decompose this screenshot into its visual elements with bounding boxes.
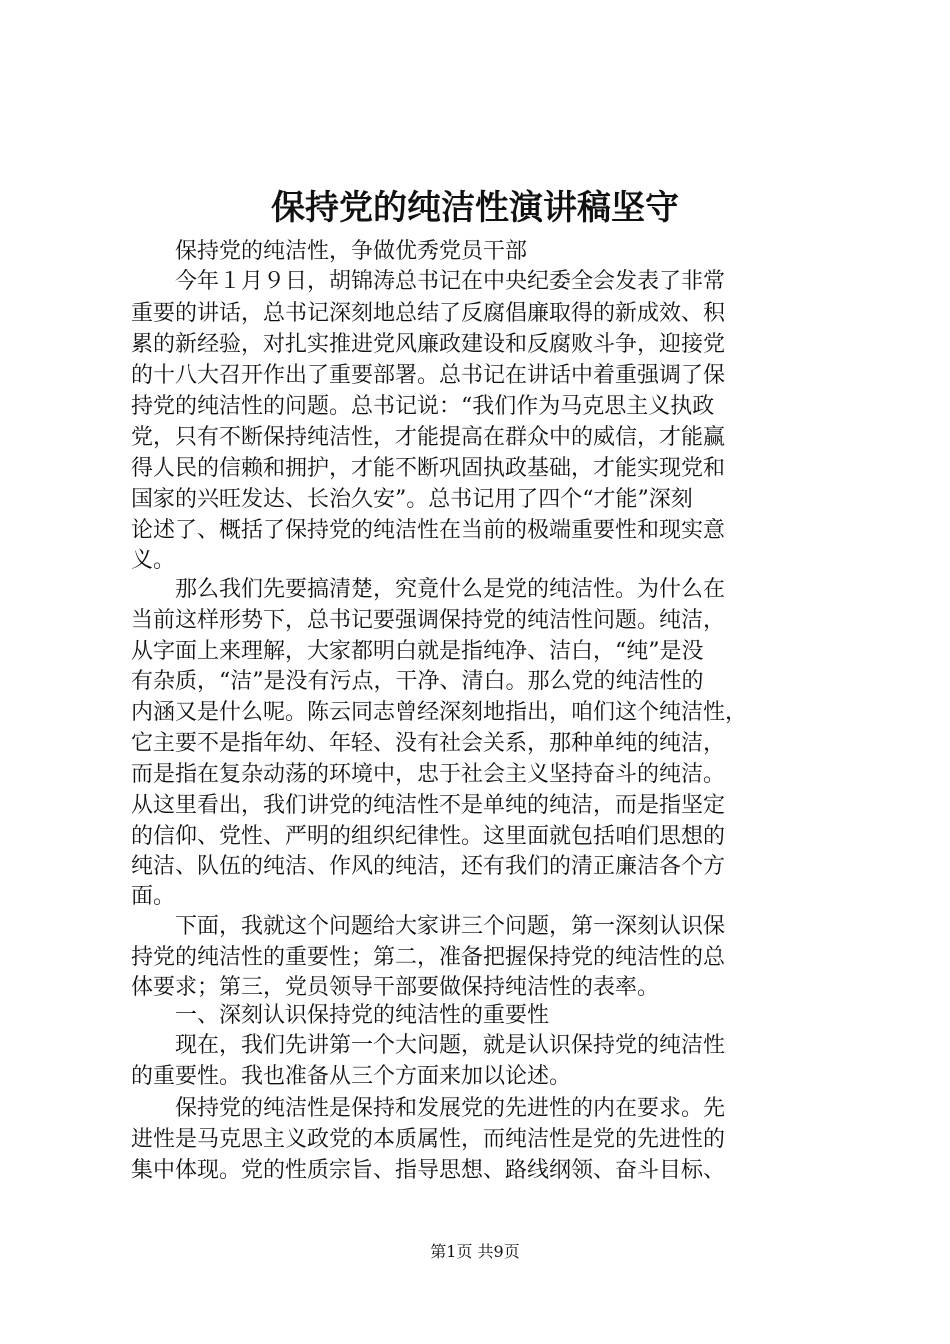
text-line: 而是指在复杂动荡的环境中，忠于社会主义坚持奋斗的纯洁。 xyxy=(131,762,726,787)
text-line: 集中体现。党的性质宗旨、指导思想、路线纲领、奋斗目标、 xyxy=(131,1158,726,1183)
text-line: 的信仰、党性、严明的组织纪律性。这里面就包括咱们思想的 xyxy=(131,824,726,849)
text-line: 论述了、概括了保持党的纯洁性在当前的极端重要性和现实意 xyxy=(131,518,726,543)
text-line: 的十八大召开作出了重要部署。总书记在讲话中着重强调了保 xyxy=(131,363,726,388)
text-line: 纯洁、队伍的纯洁、作风的纯洁，还有我们的清正廉洁各个方 xyxy=(131,854,726,879)
text-line: 累的新经验，对扎实推进党风廉政建设和反腐败斗争，迎接党 xyxy=(131,332,726,357)
text-line: 一、深刻认识保持党的纯洁性的重要性 xyxy=(131,1003,550,1028)
text-line: 现在，我们先讲第一个大问题，就是认识保持党的纯洁性 xyxy=(131,1033,726,1058)
text-line: 持党的纯洁性的重要性；第二，准备把握保持党的纯洁性的总 xyxy=(131,945,726,970)
text-line: 重要的讲话，总书记深刻地总结了反腐倡廉取得的新成效、积 xyxy=(131,301,726,326)
text-line: 从字面上来理解，大家都明白就是指纯净、洁白，“纯”是没 xyxy=(131,639,704,664)
text-line: 国家的兴旺发达、长治久安”。总书记用了四个“才能”深刻 xyxy=(131,487,693,512)
text-line: 进性是马克思主义政党的本质属性，而纯洁性是党的先进性的 xyxy=(131,1127,726,1152)
text-line: 当前这样形势下，总书记要强调保持党的纯洁性问题。纯洁， xyxy=(131,608,726,633)
document-title: 保持党的纯洁性演讲稿坚守 xyxy=(271,188,679,228)
text-line: 保持党的纯洁性，争做优秀党员干部 xyxy=(131,239,528,264)
page-footer: 第1页 共9页 xyxy=(430,1242,520,1261)
text-line: 下面，我就这个问题给大家讲三个问题，第一深刻认识保 xyxy=(131,914,726,939)
text-line: 内涵又是什么呢。陈云同志曾经深刻地指出，咱们这个纯洁性， xyxy=(131,700,748,725)
text-line: 今年１月９日，胡锦涛总书记在中央纪委全会发表了非常 xyxy=(131,269,726,294)
text-line: 体要求；第三，党员领导干部要做保持纯洁性的表率。 xyxy=(131,975,660,1000)
text-line: 的重要性。我也准备从三个方面来加以论述。 xyxy=(131,1064,572,1089)
text-line: 那么我们先要搞清楚，究竟什么是党的纯洁性。为什么在 xyxy=(131,577,726,602)
text-line: 义。 xyxy=(131,548,176,573)
text-line: 从这里看出，我们讲党的纯洁性不是单纯的纯洁，而是指坚定 xyxy=(131,793,726,818)
text-line: 持党的纯洁性的问题。总书记说：“我们作为马克思主义执政 xyxy=(131,394,715,419)
text-line: 有杂质，“洁”是没有污点，干净、清白。那么党的纯洁性的 xyxy=(131,669,704,694)
text-line: 党，只有不断保持纯洁性，才能提高在群众中的威信，才能赢 xyxy=(131,425,726,450)
text-line: 面。 xyxy=(131,884,176,909)
text-line: 它主要不是指年幼、年轻、没有社会关系，那种单纯的纯洁， xyxy=(131,731,726,756)
text-line: 保持党的纯洁性是保持和发展党的先进性的内在要求。先 xyxy=(131,1096,726,1121)
text-line: 得人民的信赖和拥护，才能不断巩固执政基础，才能实现党和 xyxy=(131,456,726,481)
